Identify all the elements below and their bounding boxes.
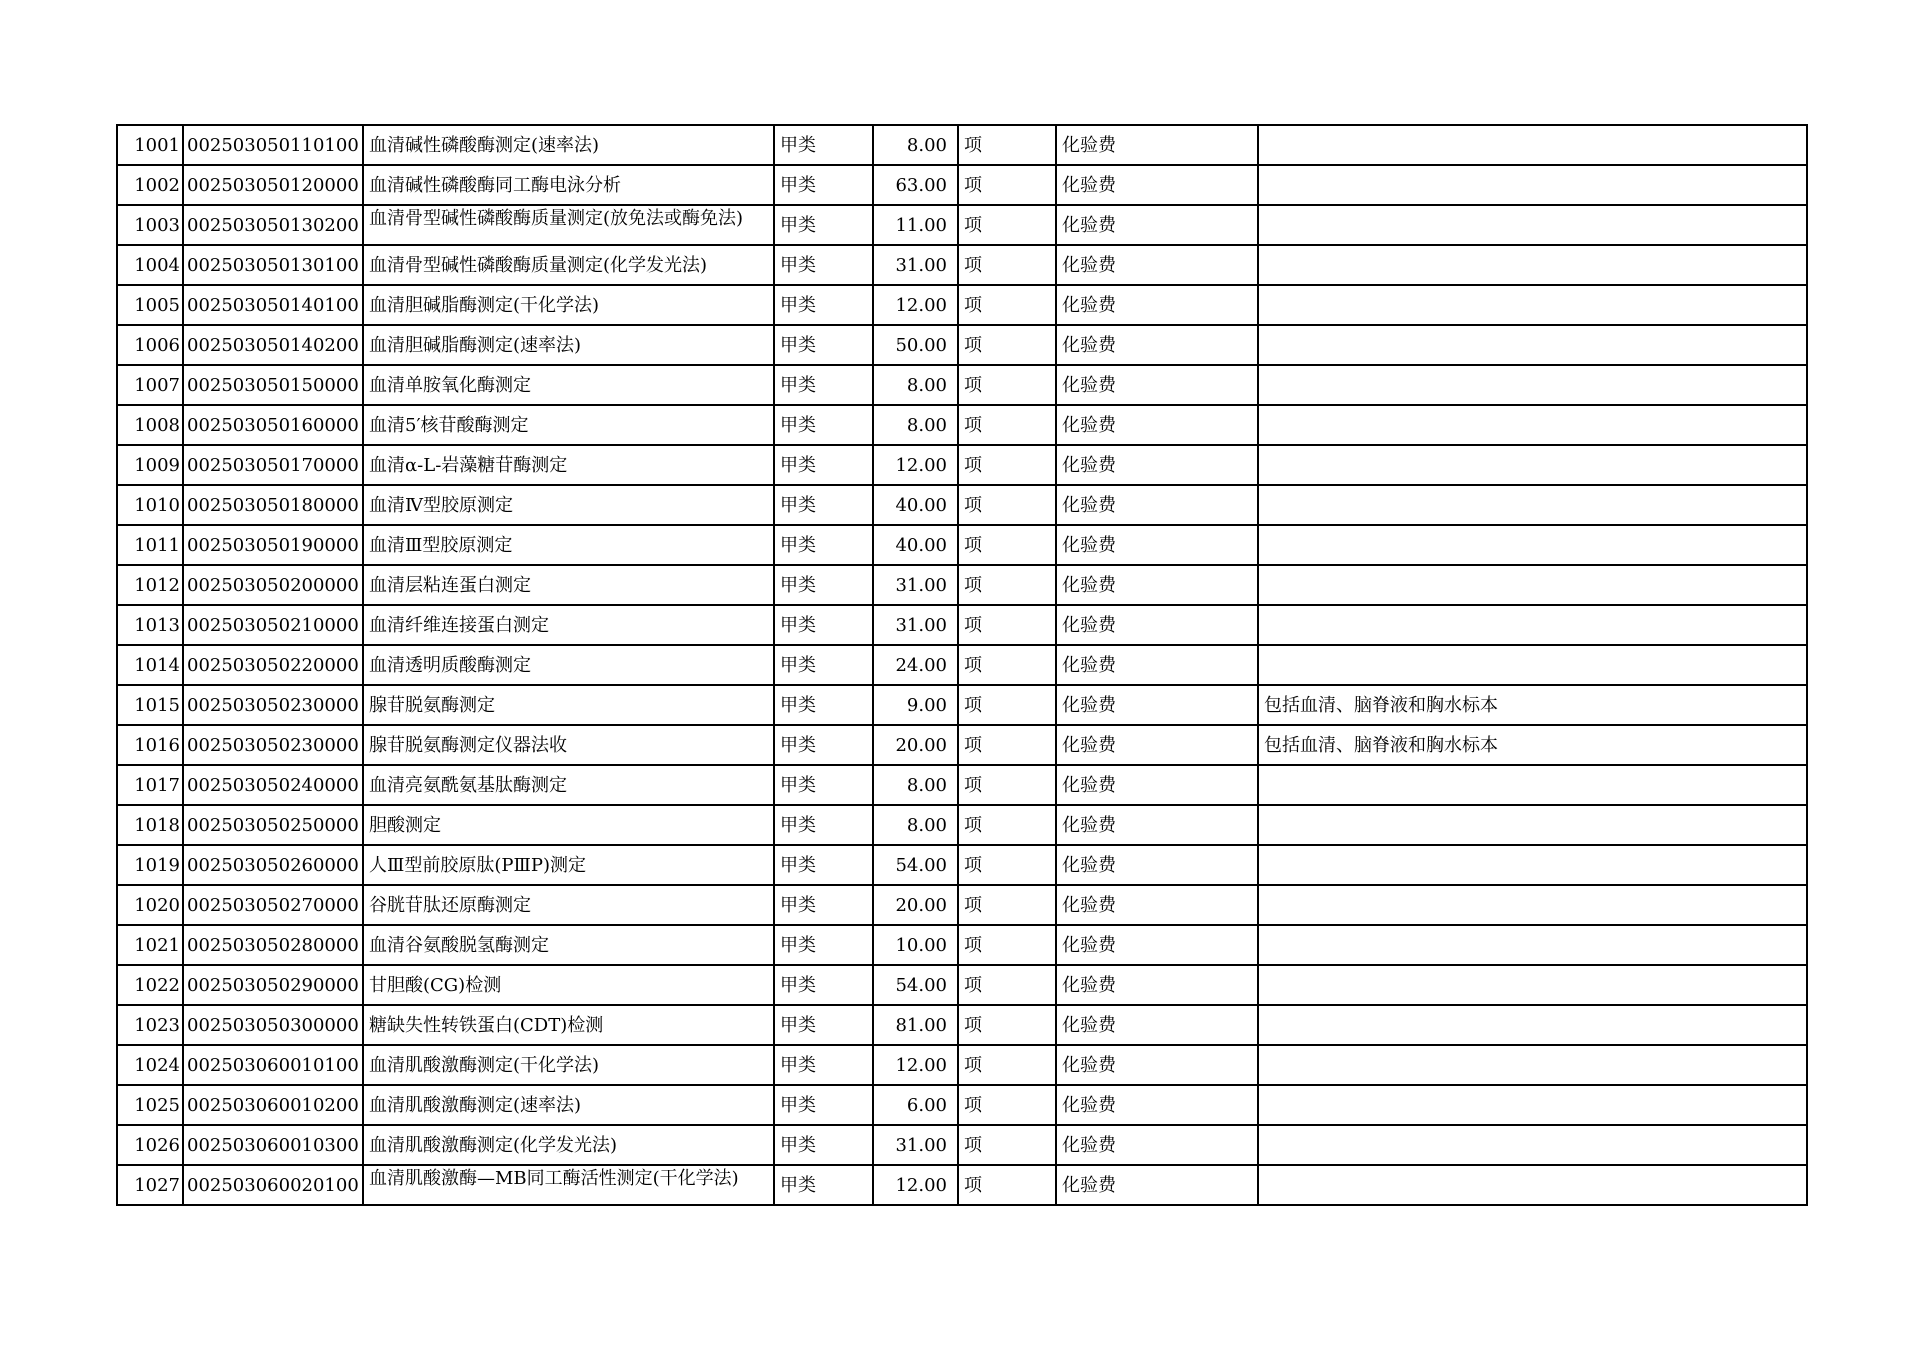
table-row [117, 685, 1807, 725]
item-name-cell: 血清胆碱脂酶测定(速率法) [363, 325, 774, 365]
remarks-cell [1258, 365, 1807, 405]
insurance-category-cell: 甲类 [774, 165, 873, 205]
item-code-cell: 002503050240000 [183, 765, 363, 805]
fee-type-cell: 化验费 [1056, 645, 1258, 685]
row-number-cell: 1012 [117, 565, 183, 605]
unit-price-cell: 9.00 [873, 685, 958, 725]
remarks-cell [1258, 445, 1807, 485]
table-row [117, 645, 1807, 685]
remarks-cell [1258, 565, 1807, 605]
fee-type-cell: 化验费 [1056, 765, 1258, 805]
item-name-cell: 血清肌酸激酶测定(化学发光法) [363, 1125, 774, 1165]
fee-type-cell: 化验费 [1056, 325, 1258, 365]
pricing-unit-cell: 项 [958, 1005, 1056, 1045]
unit-price-cell: 50.00 [873, 325, 958, 365]
item-code-cell: 002503050180000 [183, 485, 363, 525]
item-code-cell: 002503050270000 [183, 885, 363, 925]
remarks-cell: 包括血清、脑脊液和胸水标本 [1258, 685, 1807, 725]
item-code-cell: 002503050130200 [183, 205, 363, 245]
unit-price-cell: 54.00 [873, 845, 958, 885]
row-number-cell: 1011 [117, 525, 183, 565]
item-name-cell: 血清透明质酸酶测定 [363, 645, 774, 685]
remarks-cell [1258, 165, 1807, 205]
unit-price-cell: 10.00 [873, 925, 958, 965]
item-name-cell: 血清亮氨酰氨基肽酶测定 [363, 765, 774, 805]
item-code-cell: 002503050120000 [183, 165, 363, 205]
fee-type-cell: 化验费 [1056, 1045, 1258, 1085]
fee-type-cell: 化验费 [1056, 165, 1258, 205]
unit-price-cell: 12.00 [873, 445, 958, 485]
row-number-cell: 1018 [117, 805, 183, 845]
pricing-unit-cell: 项 [958, 765, 1056, 805]
item-name-cell: 血清Ⅳ型胶原测定 [363, 485, 774, 525]
row-number-cell: 1005 [117, 285, 183, 325]
unit-price-cell: 54.00 [873, 965, 958, 1005]
row-number-cell: 1017 [117, 765, 183, 805]
remarks-cell [1258, 325, 1807, 365]
table-row [117, 845, 1807, 885]
pricing-unit-cell: 项 [958, 885, 1056, 925]
pricing-unit-cell: 项 [958, 205, 1056, 245]
item-code-cell: 002503050210000 [183, 605, 363, 645]
fee-type-cell: 化验费 [1056, 365, 1258, 405]
pricing-unit-cell: 项 [958, 725, 1056, 765]
remarks-cell [1258, 765, 1807, 805]
unit-price-cell: 11.00 [873, 205, 958, 245]
insurance-category-cell: 甲类 [774, 325, 873, 365]
item-name-cell [363, 1165, 774, 1205]
row-number-cell: 1023 [117, 1005, 183, 1045]
insurance-category-cell: 甲类 [774, 605, 873, 645]
table-row [117, 765, 1807, 805]
row-number-cell: 1024 [117, 1045, 183, 1085]
insurance-category-cell: 甲类 [774, 365, 873, 405]
pricing-unit-cell: 项 [958, 245, 1056, 285]
row-number-cell: 1020 [117, 885, 183, 925]
item-name-cell: 血清骨型碱性磷酸酶质量测定(化学发光法) [363, 245, 774, 285]
item-code-cell: 002503050170000 [183, 445, 363, 485]
remarks-cell [1258, 885, 1807, 925]
unit-price-cell: 20.00 [873, 725, 958, 765]
insurance-category-cell: 甲类 [774, 965, 873, 1005]
remarks-cell [1258, 525, 1807, 565]
unit-price-cell: 8.00 [873, 405, 958, 445]
unit-price-cell: 31.00 [873, 565, 958, 605]
item-name-cell: 血清肌酸激酶测定(速率法) [363, 1085, 774, 1125]
item-name-cell: 血清Ⅲ型胶原测定 [363, 525, 774, 565]
row-number-cell: 1013 [117, 605, 183, 645]
table-row [117, 725, 1807, 765]
table-row [117, 165, 1807, 205]
table-row [117, 325, 1807, 365]
item-name: 血清骨型碱性磷酸酶质量测定(放免法或酶免法) [369, 208, 744, 229]
remarks-cell [1258, 645, 1807, 685]
unit-price-cell: 40.00 [873, 525, 958, 565]
table-row [117, 885, 1807, 925]
item-code-cell: 002503050130100 [183, 245, 363, 285]
remarks-cell [1258, 485, 1807, 525]
item-name-cell: 甘胆酸(CG)检测 [363, 965, 774, 1005]
pricing-unit-cell: 项 [958, 525, 1056, 565]
item-code-cell: 002503050290000 [183, 965, 363, 1005]
item-name-cell: 血清α-L-岩藻糖苷酶测定 [363, 445, 774, 485]
unit-price-cell: 8.00 [873, 805, 958, 845]
remarks-cell [1258, 965, 1807, 1005]
insurance-category-cell: 甲类 [774, 285, 873, 325]
item-name-cell: 人Ⅲ型前胶原肽(PⅢP)测定 [363, 845, 774, 885]
insurance-category-cell: 甲类 [774, 1005, 873, 1045]
row-number-cell: 1014 [117, 645, 183, 685]
item-name-cell: 腺苷脱氨酶测定仪器法收 [363, 725, 774, 765]
table-row [117, 525, 1807, 565]
row-number-cell: 1002 [117, 165, 183, 205]
item-code-cell: 002503050160000 [183, 405, 363, 445]
unit-price-cell: 20.00 [873, 885, 958, 925]
table-row [117, 365, 1807, 405]
table-row [117, 1165, 1807, 1205]
item-name-cell: 胆酸测定 [363, 805, 774, 845]
fee-schedule-table [116, 124, 1808, 1206]
fee-type-cell: 化验费 [1056, 245, 1258, 285]
row-number-cell: 1006 [117, 325, 183, 365]
pricing-unit-cell: 项 [958, 805, 1056, 845]
item-name-cell [363, 205, 774, 245]
row-number-cell: 1003 [117, 205, 183, 245]
insurance-category-cell: 甲类 [774, 805, 873, 845]
fee-type-cell: 化验费 [1056, 525, 1258, 565]
item-name-cell: 腺苷脱氨酶测定 [363, 685, 774, 725]
pricing-unit-cell: 项 [958, 125, 1056, 165]
table-row [117, 805, 1807, 845]
table-row [117, 485, 1807, 525]
unit-price-cell: 6.00 [873, 1085, 958, 1125]
row-number-cell: 1004 [117, 245, 183, 285]
item-name-cell: 血清纤维连接蛋白测定 [363, 605, 774, 645]
pricing-unit-cell: 项 [958, 845, 1056, 885]
fee-type-cell: 化验费 [1056, 965, 1258, 1005]
row-number-cell: 1001 [117, 125, 183, 165]
remarks-cell [1258, 1125, 1807, 1165]
pricing-unit-cell: 项 [958, 165, 1056, 205]
item-name-cell: 血清谷氨酸脱氢酶测定 [363, 925, 774, 965]
item-name-cell: 血清碱性磷酸酶测定(速率法) [363, 125, 774, 165]
table-row [117, 925, 1807, 965]
item-code-cell: 002503060010100 [183, 1045, 363, 1085]
fee-type-cell: 化验费 [1056, 685, 1258, 725]
unit-price-cell: 8.00 [873, 765, 958, 805]
item-code-cell: 002503050110100 [183, 125, 363, 165]
item-name-cell: 血清碱性磷酸酶同工酶电泳分析 [363, 165, 774, 205]
item-code-cell: 002503050300000 [183, 1005, 363, 1045]
pricing-unit-cell: 项 [958, 365, 1056, 405]
item-code-cell: 002503060010200 [183, 1085, 363, 1125]
unit-price-cell: 12.00 [873, 1045, 958, 1085]
row-number-cell: 1009 [117, 445, 183, 485]
insurance-category-cell: 甲类 [774, 445, 873, 485]
item-name-cell: 血清5′核苷酸酶测定 [363, 405, 774, 445]
insurance-category-cell: 甲类 [774, 725, 873, 765]
remarks-cell [1258, 405, 1807, 445]
table-row [117, 605, 1807, 645]
remarks-cell [1258, 125, 1807, 165]
unit-price-cell: 31.00 [873, 605, 958, 645]
table-row [117, 125, 1807, 165]
row-number-cell: 1027 [117, 1165, 183, 1205]
table-row [117, 285, 1807, 325]
remarks-cell [1258, 245, 1807, 285]
pricing-unit-cell: 项 [958, 325, 1056, 365]
fee-type-cell: 化验费 [1056, 1165, 1258, 1205]
item-code-cell: 002503050260000 [183, 845, 363, 885]
row-number-cell: 1015 [117, 685, 183, 725]
unit-price-cell: 12.00 [873, 1165, 958, 1205]
remarks-cell [1258, 845, 1807, 885]
unit-price-cell: 31.00 [873, 1125, 958, 1165]
insurance-category-cell: 甲类 [774, 565, 873, 605]
pricing-unit-cell: 项 [958, 685, 1056, 725]
item-name-cell: 血清单胺氧化酶测定 [363, 365, 774, 405]
table-body [117, 125, 1807, 1205]
pricing-unit-cell: 项 [958, 1085, 1056, 1125]
unit-price-cell: 12.00 [873, 285, 958, 325]
unit-price-cell: 81.00 [873, 1005, 958, 1045]
pricing-unit-cell: 项 [958, 645, 1056, 685]
item-code-cell: 002503050230000 [183, 725, 363, 765]
table-row [117, 1085, 1807, 1125]
pricing-unit-cell: 项 [958, 925, 1056, 965]
remarks-cell [1258, 925, 1807, 965]
item-code-cell: 002503050280000 [183, 925, 363, 965]
item-name-cell: 血清层粘连蛋白测定 [363, 565, 774, 605]
item-code-cell: 002503050220000 [183, 645, 363, 685]
unit-price-cell: 8.00 [873, 125, 958, 165]
row-number-cell: 1026 [117, 1125, 183, 1165]
fee-type-cell: 化验费 [1056, 885, 1258, 925]
insurance-category-cell: 甲类 [774, 885, 873, 925]
insurance-category-cell: 甲类 [774, 685, 873, 725]
row-number-cell: 1008 [117, 405, 183, 445]
fee-type-cell: 化验费 [1056, 125, 1258, 165]
item-name: 血清肌酸激酶—MB同工酶活性测定(干化学法) [369, 1168, 739, 1189]
item-code-cell: 002503050140200 [183, 325, 363, 365]
fee-type-cell: 化验费 [1056, 845, 1258, 885]
fee-type-cell: 化验费 [1056, 445, 1258, 485]
table-row [117, 205, 1807, 245]
fee-type-cell: 化验费 [1056, 725, 1258, 765]
row-number-cell: 1022 [117, 965, 183, 1005]
fee-type-cell: 化验费 [1056, 485, 1258, 525]
insurance-category-cell: 甲类 [774, 125, 873, 165]
table-row [117, 565, 1807, 605]
pricing-unit-cell: 项 [958, 1045, 1056, 1085]
row-number-cell: 1010 [117, 485, 183, 525]
unit-price-cell: 24.00 [873, 645, 958, 685]
fee-type-cell: 化验费 [1056, 205, 1258, 245]
pricing-unit-cell: 项 [958, 605, 1056, 645]
insurance-category-cell: 甲类 [774, 1045, 873, 1085]
remarks-cell [1258, 1085, 1807, 1125]
pricing-unit-cell: 项 [958, 1125, 1056, 1165]
insurance-category-cell: 甲类 [774, 765, 873, 805]
insurance-category-cell: 甲类 [774, 845, 873, 885]
unit-price-cell: 31.00 [873, 245, 958, 285]
item-code-cell: 002503050230000 [183, 685, 363, 725]
insurance-category-cell: 甲类 [774, 485, 873, 525]
item-name-cell: 谷胱苷肽还原酶测定 [363, 885, 774, 925]
row-number-cell: 1016 [117, 725, 183, 765]
insurance-category-cell: 甲类 [774, 925, 873, 965]
row-number-cell: 1025 [117, 1085, 183, 1125]
insurance-category-cell: 甲类 [774, 205, 873, 245]
remarks-cell [1258, 805, 1807, 845]
row-number-cell: 1019 [117, 845, 183, 885]
remarks-cell [1258, 1005, 1807, 1045]
fee-type-cell: 化验费 [1056, 605, 1258, 645]
table-row [117, 405, 1807, 445]
insurance-category-cell: 甲类 [774, 1125, 873, 1165]
item-code-cell: 002503050140100 [183, 285, 363, 325]
row-number-cell: 1007 [117, 365, 183, 405]
pricing-unit-cell: 项 [958, 285, 1056, 325]
fee-type-cell: 化验费 [1056, 565, 1258, 605]
item-code-cell: 002503060020100 [183, 1165, 363, 1205]
pricing-unit-cell: 项 [958, 565, 1056, 605]
table-row [117, 245, 1807, 285]
insurance-category-cell: 甲类 [774, 245, 873, 285]
unit-price-cell: 40.00 [873, 485, 958, 525]
pricing-unit-cell: 项 [958, 405, 1056, 445]
item-name-cell: 血清肌酸激酶测定(干化学法) [363, 1045, 774, 1085]
unit-price-cell: 8.00 [873, 365, 958, 405]
row-number-cell: 1021 [117, 925, 183, 965]
table-row [117, 965, 1807, 1005]
remarks-cell [1258, 205, 1807, 245]
fee-type-cell: 化验费 [1056, 925, 1258, 965]
item-code-cell: 002503050250000 [183, 805, 363, 845]
fee-type-cell: 化验费 [1056, 405, 1258, 445]
insurance-category-cell: 甲类 [774, 525, 873, 565]
table-row [117, 1045, 1807, 1085]
item-name-cell: 血清胆碱脂酶测定(干化学法) [363, 285, 774, 325]
item-code-cell: 002503050150000 [183, 365, 363, 405]
fee-type-cell: 化验费 [1056, 285, 1258, 325]
insurance-category-cell: 甲类 [774, 1085, 873, 1125]
remarks-cell: 包括血清、脑脊液和胸水标本 [1258, 725, 1807, 765]
insurance-category-cell: 甲类 [774, 645, 873, 685]
item-code-cell: 002503050190000 [183, 525, 363, 565]
pricing-unit-cell: 项 [958, 965, 1056, 1005]
insurance-category-cell: 甲类 [774, 1165, 873, 1205]
pricing-unit-cell: 项 [958, 485, 1056, 525]
remarks-cell [1258, 605, 1807, 645]
fee-type-cell: 化验费 [1056, 1005, 1258, 1045]
item-name-cell: 糖缺失性转铁蛋白(CDT)检测 [363, 1005, 774, 1045]
item-code-cell: 002503050200000 [183, 565, 363, 605]
fee-type-cell: 化验费 [1056, 805, 1258, 845]
fee-type-cell: 化验费 [1056, 1125, 1258, 1165]
remarks-cell [1258, 1045, 1807, 1085]
table-row [117, 1005, 1807, 1045]
remarks-cell [1258, 1165, 1807, 1205]
pricing-unit-cell: 项 [958, 445, 1056, 485]
table-row [117, 445, 1807, 485]
item-code-cell: 002503060010300 [183, 1125, 363, 1165]
table-row [117, 1125, 1807, 1165]
remarks-cell [1258, 285, 1807, 325]
pricing-unit-cell: 项 [958, 1165, 1056, 1205]
fee-type-cell: 化验费 [1056, 1085, 1258, 1125]
unit-price-cell: 63.00 [873, 165, 958, 205]
insurance-category-cell: 甲类 [774, 405, 873, 445]
